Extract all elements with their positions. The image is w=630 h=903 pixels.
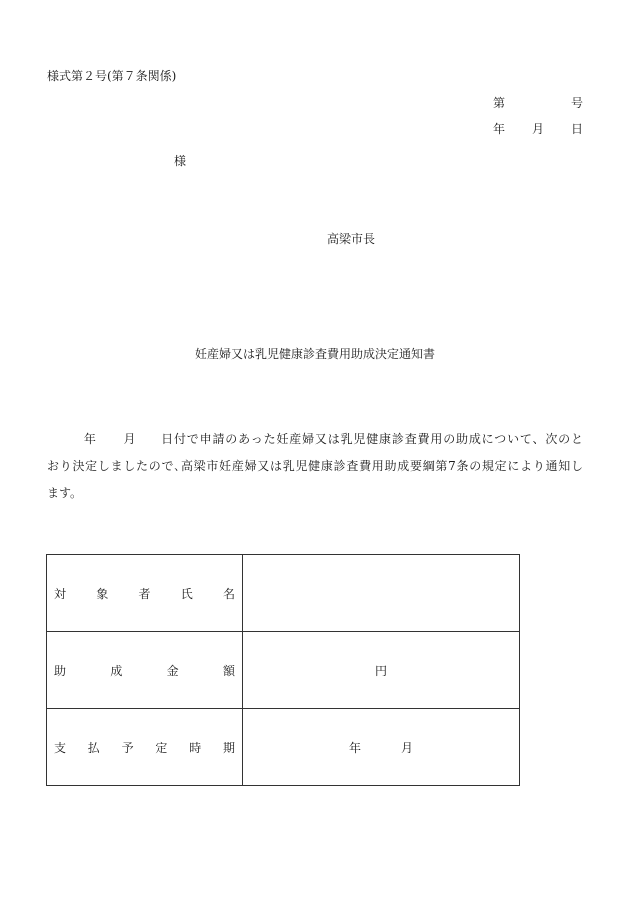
body-year: 年 — [83, 432, 97, 446]
body-line-2: おり決定しましたので､高梁市妊産婦又は乳児健康診査費用助成要綱第7条の規定により通知し — [47, 459, 583, 473]
payment-period-value — [243, 709, 520, 786]
issue-date-month: 月 — [531, 122, 544, 136]
recipient-name-value — [243, 555, 520, 632]
issuer-name: 高梁市長 — [327, 232, 376, 246]
form-number: 様式第２号(第７条関係) — [47, 69, 177, 83]
body-line-1-text: 日付で申請のあった妊産婦又は乳児健康診査費用の助成について、次のと — [160, 432, 583, 446]
payment-year: 年 — [348, 740, 361, 755]
table-row — [47, 555, 520, 632]
document-title: 妊産婦又は乳児健康診査費用助成決定通知書 — [194, 347, 435, 361]
table-row — [47, 709, 520, 786]
issue-date-year: 年 — [493, 122, 506, 136]
table-row — [47, 632, 520, 709]
addressee-honorific: 様 — [174, 154, 187, 168]
issue-date-day: 日 — [570, 122, 583, 136]
recipient-name-label: 対 象 者 氏 名 — [47, 555, 243, 632]
document-number-prefix: 第 — [493, 96, 506, 110]
decision-table — [46, 554, 520, 786]
body-line-1 — [47, 426, 583, 453]
notice-body — [47, 426, 583, 507]
subsidy-amount-value: 円 — [243, 632, 520, 709]
document-number — [493, 94, 583, 111]
body-month: 月 — [122, 432, 137, 446]
body-line-3: ます。 — [47, 486, 83, 500]
payment-month: 月 — [401, 740, 414, 755]
issue-date — [493, 120, 583, 137]
subsidy-amount-label: 助 成 金 額 — [47, 632, 243, 709]
payment-period-label: 支 払 予 定 時 期 — [47, 709, 243, 786]
document-number-suffix: 号 — [570, 96, 583, 110]
